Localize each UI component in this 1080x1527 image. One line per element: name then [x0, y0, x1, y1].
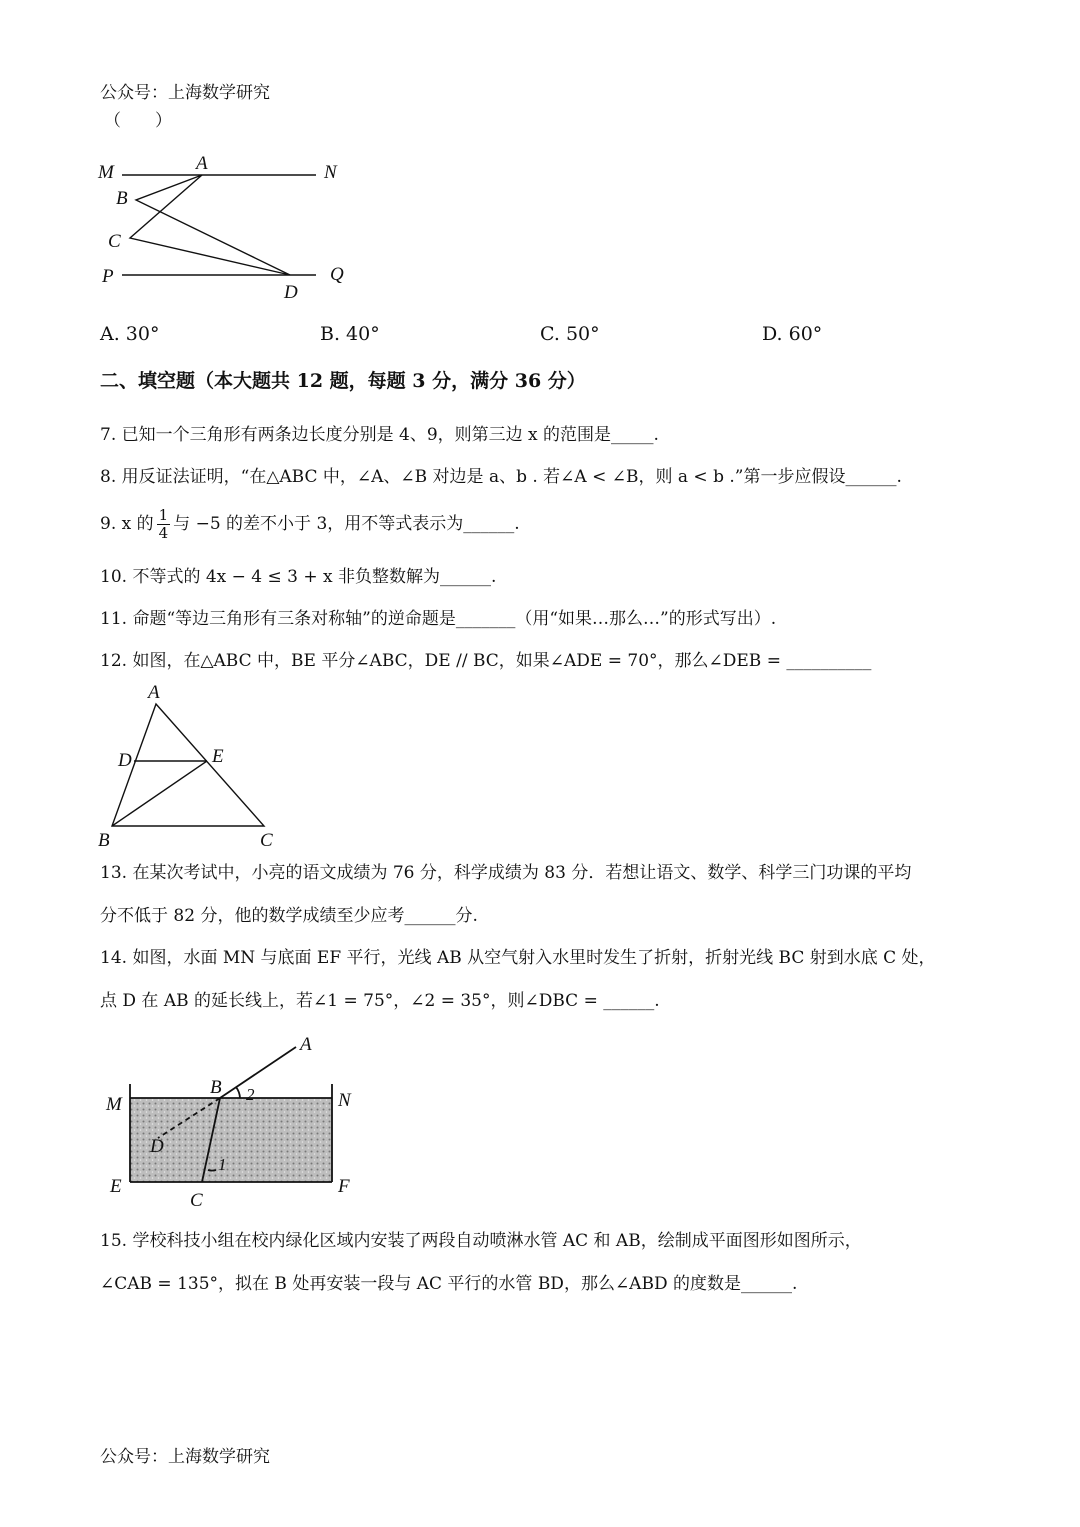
label-n: N — [338, 1090, 351, 1111]
fraction-numerator: 1 — [158, 505, 169, 524]
label-d: D — [118, 750, 132, 771]
label-b: B — [210, 1077, 222, 1098]
question-14-line-1: 14. 如图，水面 MN 与底面 EF 平行，光线 AB 从空气射入水里时发生了折射，折射光线 BC 射到水底 C 处， — [100, 948, 936, 968]
page-footer-account: 公众号：上海数学研究 — [100, 1447, 270, 1467]
label-p: P — [102, 266, 114, 287]
question-13-line-1: 13. 在某次考试中，小亮的语文成绩为 76 分，科学成绩为 83 分．若想让语文、数学、科学三门功课的平均 — [100, 863, 912, 883]
label-c: C — [190, 1190, 203, 1211]
q12-figure — [92, 680, 292, 850]
question-13-line-2: 分不低于 82 分，他的数学成绩至少应考______分. — [100, 906, 478, 926]
fraction-one-quarter — [157, 507, 171, 542]
label-n: N — [324, 162, 337, 183]
label-a: A — [148, 682, 160, 703]
angle-2-arc — [236, 1087, 240, 1098]
question-12: 12. 如图，在△ABC 中，BE 平分∠ABC，DE // BC，如果∠ADE = 70°，那么∠DEB = __________ — [100, 651, 872, 671]
label-d: D — [150, 1136, 164, 1157]
label-b: B — [98, 830, 110, 850]
ray-ab — [220, 1047, 296, 1098]
q14-figure — [100, 1030, 370, 1215]
label-a: A — [300, 1034, 312, 1055]
question-15-line-1: 15. 学校科技小组在校内绿化区域内安装了两段自动喷淋水管 AC 和 AB，绘制成平面图形如图所示， — [100, 1231, 862, 1251]
q9-suffix: 与 −5 的差不小于 3，用不等式表示为______. — [173, 514, 520, 534]
label-f: F — [338, 1176, 350, 1197]
option-c: C. 50° — [540, 323, 600, 345]
q6-figure — [90, 150, 360, 300]
question-7: 7. 已知一个三角形有两条边长度分别是 4、9，则第三边 x 的范围是_____. — [100, 425, 659, 445]
label-c: C — [108, 231, 121, 252]
label-c: C — [260, 830, 273, 850]
label-2: 2 — [246, 1085, 255, 1104]
label-b: B — [116, 188, 128, 209]
question-15-line-2: ∠CAB = 135°，拟在 B 处再安装一段与 AC 平行的水管 BD，那么∠ABD 的度数是______. — [100, 1274, 798, 1294]
label-d: D — [284, 282, 298, 300]
label-m: M — [98, 162, 114, 183]
angle-1-arc — [208, 1170, 216, 1171]
question-8: 8. 用反证法证明，“在△ABC 中，∠A、∠B 对边是 a、b . 若∠A < ∠B，则 a < b .”第一步应假设______. — [100, 467, 902, 487]
label-q: Q — [330, 264, 344, 285]
page-header-account: 公众号：上海数学研究 — [100, 83, 270, 103]
option-a: A. 30° — [100, 323, 160, 345]
triangle-abc — [112, 704, 264, 826]
fraction-denominator: 4 — [158, 523, 169, 542]
label-e: E — [212, 746, 224, 767]
question-14-line-2: 点 D 在 AB 的延长线上，若∠1 = 75°，∠2 = 35°，则∠DBC = ______. — [100, 991, 660, 1011]
label-1: 1 — [218, 1155, 227, 1174]
question-9 — [100, 502, 520, 546]
answer-bracket: （ ） — [104, 111, 172, 131]
option-b: B. 40° — [320, 323, 380, 345]
label-a: A — [196, 153, 208, 174]
question-10: 10. 不等式的 4x − 4 ≤ 3 + x 非负整数解为______. — [100, 567, 497, 587]
q9-prefix: 9. x 的 — [100, 514, 154, 534]
option-d: D. 60° — [762, 323, 823, 345]
question-11: 11. 命题“等边三角形有三条对称轴”的逆命题是_______（用“如果…那么…”的形式写出）. — [100, 609, 777, 629]
section-title: 二、填空题（本大题共 12 题，每题 3 分，满分 36 分） — [100, 370, 586, 392]
label-e: E — [110, 1176, 122, 1197]
label-m: M — [106, 1094, 122, 1115]
polyline-abdc — [130, 175, 290, 275]
